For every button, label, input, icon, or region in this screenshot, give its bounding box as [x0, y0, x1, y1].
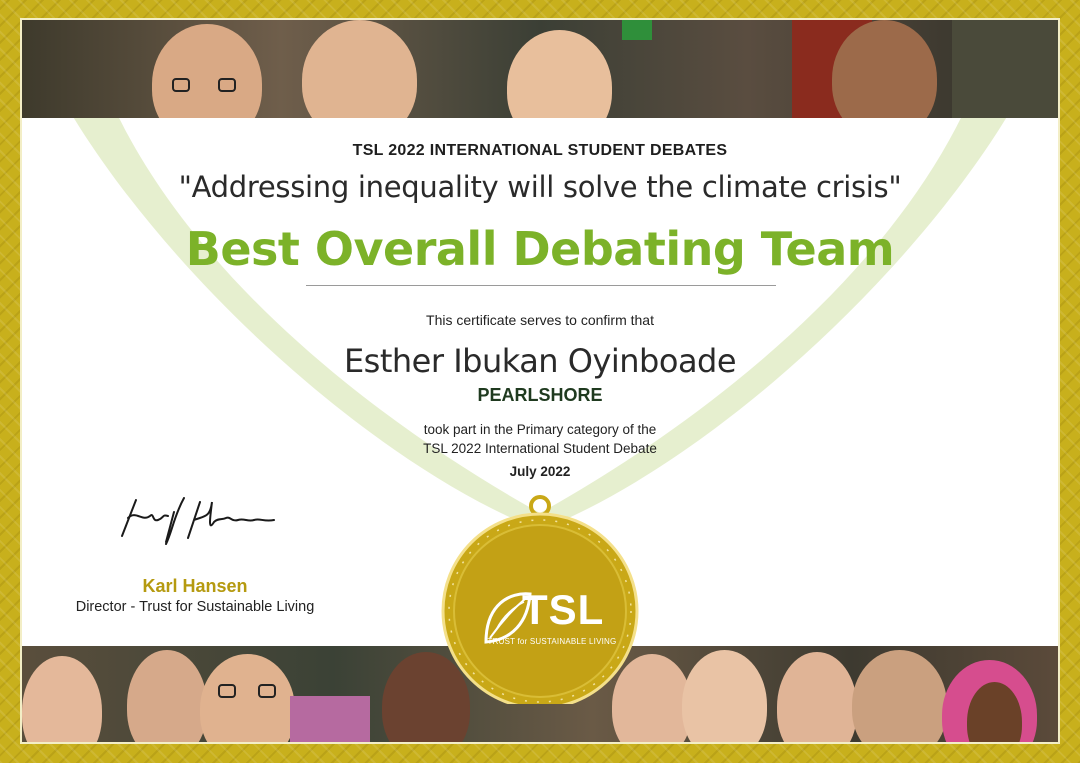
student-photo	[852, 650, 947, 742]
glasses-icon	[218, 684, 236, 698]
recipient-name: Esther Ibukan Oyinboade	[343, 342, 737, 380]
certificate-sheet	[22, 20, 1058, 742]
tsl-medal	[440, 494, 640, 704]
top-photo-banner	[22, 20, 1058, 118]
medal-logo	[440, 494, 640, 704]
award-title: Best Overall Debating Team	[185, 222, 895, 276]
student-photo	[152, 24, 262, 118]
debate-motion: "Addressing inequality will solve the climate crisis"	[178, 170, 902, 204]
student-photo	[22, 656, 102, 742]
signature-icon	[114, 492, 294, 552]
certificate-date: July 2022	[509, 464, 571, 479]
student-photo	[682, 650, 767, 742]
confirm-text: This certificate serves to confirm that	[426, 312, 654, 328]
divider	[306, 285, 776, 286]
glasses-icon	[172, 78, 190, 92]
student-photo	[127, 650, 207, 742]
signatory-block	[62, 576, 328, 615]
school-name: PEARLSHORE	[477, 385, 603, 405]
purple-shirt	[290, 696, 370, 742]
glasses-icon	[258, 684, 276, 698]
signatory-role: Director - Trust for Sustainable Living	[75, 599, 315, 615]
student-photo	[777, 652, 857, 742]
student-photo	[200, 654, 295, 742]
signatory-name: Karl Hansen	[142, 576, 248, 596]
green-card	[622, 20, 652, 40]
tsl-logo-text: TSL	[522, 586, 605, 633]
glasses-icon	[218, 78, 236, 92]
student-photo	[302, 20, 417, 118]
student-photo	[507, 30, 612, 118]
tsl-logo-subtext: TRUST for SUSTAINABLE LIVING	[487, 637, 617, 646]
detail-line-1: took part in the Primary category of the	[423, 422, 657, 437]
detail-line-2: TSL 2022 International Student Debate	[423, 441, 657, 456]
photo-background	[952, 20, 1058, 118]
event-title: TSL 2022 INTERNATIONAL STUDENT DEBATES	[352, 142, 728, 159]
